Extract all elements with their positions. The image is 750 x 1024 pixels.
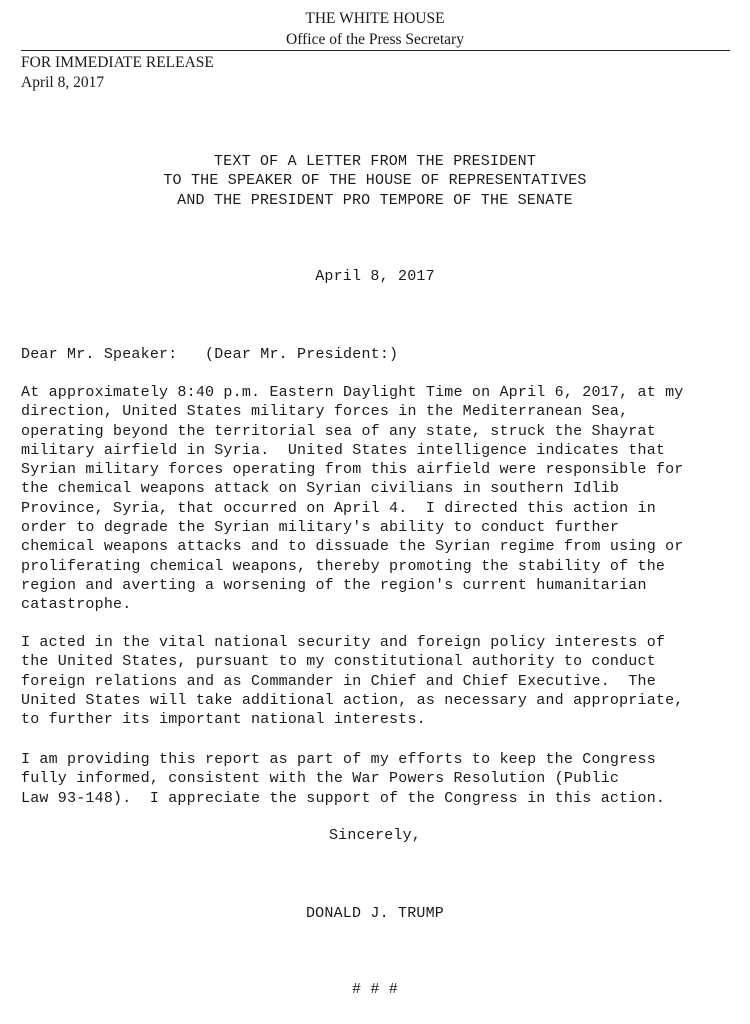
paragraph-line: fully informed, consistent with the War Powers Resolution (Public <box>21 770 620 788</box>
paragraph-line: the United States, pursuant to my constitutional authority to conduct <box>21 653 656 671</box>
paragraph-line: catastrophe. <box>21 596 132 614</box>
paragraph-line: operating beyond the territorial sea of any state, struck the Shayrat <box>21 422 656 440</box>
letter-title-line: TO THE SPEAKER OF THE HOUSE OF REPRESENTATIVES <box>163 172 587 190</box>
paragraph-line: order to degrade the Syrian military's ability to conduct further <box>21 519 620 537</box>
paragraph-3 <box>21 750 736 808</box>
paragraph-line: Law 93-148). I appreciate the support of the Congress in this action. <box>21 789 666 807</box>
signature: DONALD J. TRUMP <box>305 905 445 922</box>
paragraph-line: the chemical weapons attack on Syrian civilians in southern Idlib <box>21 480 620 498</box>
release-date: April 8, 2017 <box>21 74 105 91</box>
paragraph-1 <box>21 383 736 615</box>
paragraph-2 <box>21 633 736 729</box>
release-label: FOR IMMEDIATE RELEASE <box>21 54 214 71</box>
paragraph-line: I acted in the vital national security and foreign policy interests of <box>21 634 666 651</box>
paragraph-line: chemical weapons attacks and to dissuade the Syrian regime from using or <box>21 538 684 556</box>
salutation: Dear Mr. Speaker: (Dear Mr. President:) <box>21 346 399 363</box>
letter-title <box>0 152 750 210</box>
header-title: THE WHITE HOUSE <box>305 10 445 27</box>
paragraph-line: I am providing this report as part of my efforts to keep the Congress <box>21 751 656 768</box>
closing: Sincerely, <box>328 827 421 844</box>
paragraph-line: Syrian military forces operating from this airfield were responsible for <box>21 461 684 479</box>
paragraph-line: to further its important national interests. <box>21 711 426 729</box>
letter-title-line: AND THE PRESIDENT PRO TEMPORE OF THE SENATE <box>177 191 573 209</box>
letter-title-line: TEXT OF A LETTER FROM THE PRESIDENT <box>213 153 537 170</box>
letter-date: April 8, 2017 <box>315 268 435 285</box>
paragraph-line: region and averting a worsening of the region's current humanitarian <box>21 576 647 594</box>
paragraph-line: proliferating chemical weapons, thereby promoting the stability of the <box>21 557 666 575</box>
paragraph-line: direction, United States military forces in the Mediterranean Sea, <box>21 403 629 421</box>
paragraph-line: At approximately 8:40 p.m. Eastern Daylight Time on April 6, 2017, at my <box>21 384 684 401</box>
header-divider <box>21 50 730 51</box>
paragraph-line: Province, Syria, that occurred on April 4. I directed this action in <box>21 499 656 517</box>
header-subtitle: Office of the Press Secretary <box>286 31 464 48</box>
paragraph-line: military airfield in Syria. United States intelligence indicates that <box>21 441 666 459</box>
end-mark: # # # <box>351 981 398 998</box>
paragraph-line: United States will take additional action, as necessary and appropriate, <box>21 691 684 709</box>
paragraph-line: foreign relations and as Commander in Chief and Chief Executive. The <box>21 672 656 690</box>
